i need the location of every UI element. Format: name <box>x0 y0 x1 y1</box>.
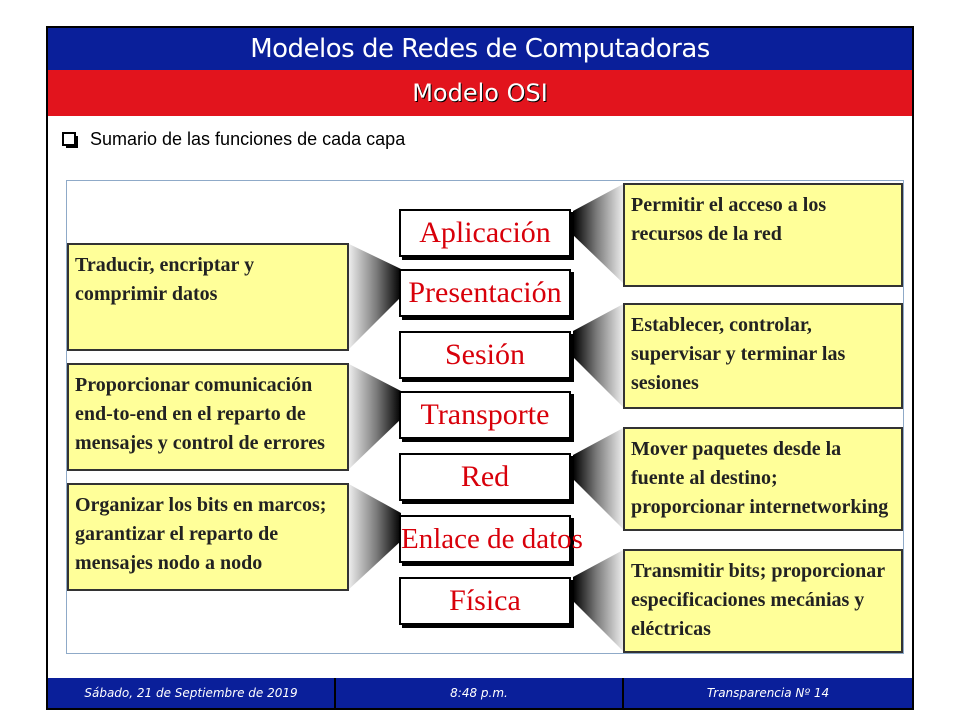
function-line: Establecer, controlar, <box>631 314 812 336</box>
connector-presentacion <box>347 243 401 351</box>
function-line: Mover paquetes desde la <box>631 438 842 460</box>
checkbox-bullet-icon <box>62 132 76 146</box>
function-line: eléctricas <box>631 618 711 640</box>
function-presentacion <box>67 243 349 351</box>
function-line: Traducir, encriptar y <box>75 254 255 276</box>
function-line: sesiones <box>631 372 699 394</box>
bullet-text: Sumario de las funciones de cada capa <box>90 128 406 149</box>
footer-date: Sábado, 21 de Septiembre de 2019 <box>48 678 336 708</box>
bullet-item <box>62 128 405 150</box>
function-aplicacion <box>623 183 903 287</box>
slide-subtitle: Modelo OSI <box>48 70 912 116</box>
osi-diagram <box>66 180 904 654</box>
function-line: Organizar los bits en marcos; <box>75 494 327 516</box>
function-red <box>623 427 903 531</box>
layer-sesion: Sesión <box>399 331 571 379</box>
layer-aplicacion: Aplicación <box>399 209 571 257</box>
connector-fisica <box>573 549 625 653</box>
function-line: comprimir datos <box>75 283 218 305</box>
slide-frame <box>46 26 914 710</box>
layer-transporte: Transporte <box>399 391 571 439</box>
footer-time: 8:48 p.m. <box>336 678 624 708</box>
function-line: proporcionar internetworking <box>631 496 889 518</box>
function-transporte <box>67 363 349 471</box>
function-sesion <box>623 303 903 409</box>
connector-red <box>573 427 625 531</box>
slide-footer <box>48 678 912 708</box>
function-line: Permitir el acceso a los <box>631 194 827 216</box>
layer-fisica: Física <box>399 577 571 625</box>
function-line: mensajes y control de errores <box>75 432 325 454</box>
layer-enlace: Enlace de datos <box>399 515 571 563</box>
function-line: especificaciones mecánias y <box>631 589 865 611</box>
function-line: Transmitir bits; proporcionar <box>631 560 886 582</box>
layer-presentacion: Presentación <box>399 269 571 317</box>
function-line: fuente al destino; <box>631 467 778 489</box>
function-line: supervisar y terminar las <box>631 343 846 365</box>
function-line: mensajes nodo a nodo <box>75 552 263 574</box>
function-enlace <box>67 483 349 591</box>
function-line: recursos de la red <box>631 223 782 245</box>
function-line: garantizar el reparto de <box>75 523 279 545</box>
slide-title: Modelos de Redes de Computadoras <box>48 28 912 70</box>
connector-sesion <box>573 303 625 409</box>
function-line: end-to-end en el reparto de <box>75 403 306 425</box>
connector-enlace <box>347 483 401 591</box>
function-fisica <box>623 549 903 653</box>
connector-transporte <box>347 363 401 471</box>
layer-red: Red <box>399 453 571 501</box>
footer-slide-number: Transparencia Nº 14 <box>706 686 830 700</box>
function-line: Proporcionar comunicación <box>75 374 313 396</box>
connector-aplicacion <box>573 183 625 285</box>
